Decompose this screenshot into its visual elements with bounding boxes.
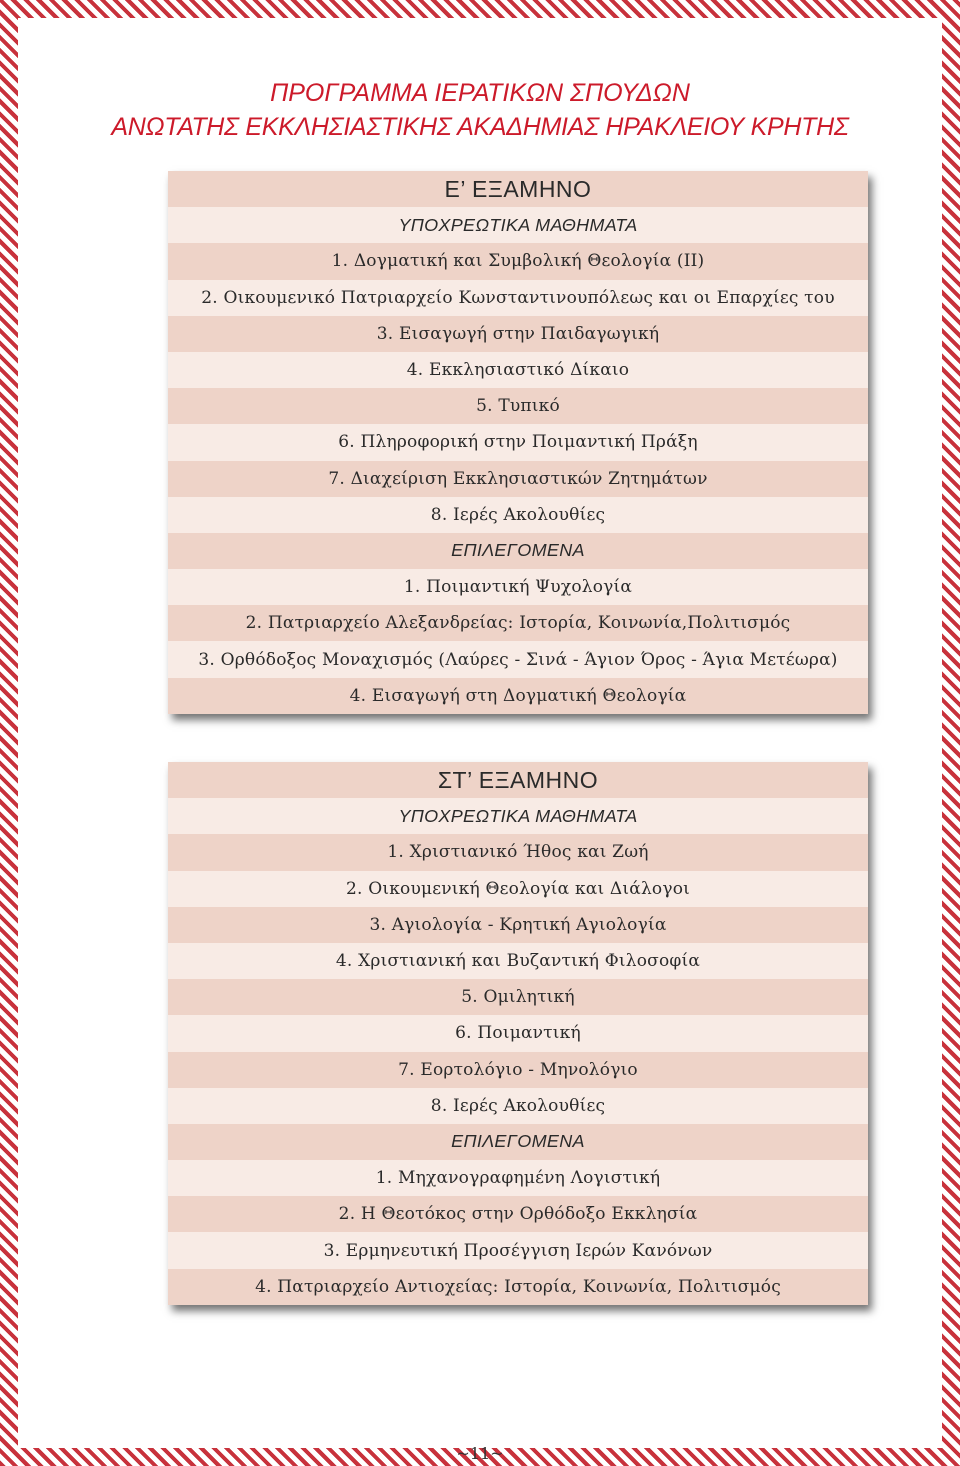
course-item: 1. Χριστιανικό Ήθος και Ζωή <box>168 834 868 870</box>
course-item: 5. Τυπικό <box>168 388 868 424</box>
document-subtitle: ΑΝΩΤΑΤΗΣ ΕΚΚΛΗΣΙΑΣΤΙΚΗΣ ΑΚΑΔΗΜΙΑΣ ΗΡΑΚΛΕΙΟΥ ΚΡΗΤΗΣ <box>111 113 849 141</box>
course-item: 7. Διαχείριση Εκκλησιαστικών Ζητημάτων <box>168 461 868 497</box>
course-item: 2. Οικουμενικό Πατριαρχείο Κωνσταντινουπόλεως και οι Επαρχίες του <box>168 280 868 316</box>
elective-item: 4. Εισαγωγή στη Δογματική Θεολογία <box>168 678 868 714</box>
course-item: 6. Πληροφορική στην Ποιμαντική Πράξη <box>168 424 868 460</box>
course-item: 3. Εισαγωγή στην Παιδαγωγική <box>168 316 868 352</box>
course-item: 7. Εορτολόγιο - Μηνολόγιο <box>168 1052 868 1088</box>
course-item: 2. Οικουμενική Θεολογία και Διάλογοι <box>168 871 868 907</box>
elective-heading: ΕΠΙΛΕΓΟΜΕΝΑ <box>168 533 868 569</box>
elective-item: 2. Πατριαρχείο Αλεξανδρείας: Ιστορία, Κοινωνία,Πολιτισμός <box>168 605 868 641</box>
semester-5-panel <box>168 171 868 714</box>
course-item: 6. Ποιμαντική <box>168 1015 868 1051</box>
course-item: 8. Ιερές Ακολουθίες <box>168 1088 868 1124</box>
document-header <box>0 76 960 144</box>
elective-item: 1. Ποιμαντική Ψυχολογία <box>168 569 868 605</box>
elective-item: 4. Πατριαρχείο Αντιοχείας: Ιστορία, Κοινωνία, Πολιτισμός <box>168 1269 868 1305</box>
semester-title: Ε’ ΕΞΑΜΗΝΟ <box>168 171 868 207</box>
semester-title: ΣΤ’ ΕΞΑΜΗΝΟ <box>168 762 868 798</box>
course-item: 1. Δογματική και Συμβολική Θεολογία (ΙΙ) <box>168 243 868 279</box>
elective-item: 2. Η Θεοτόκος στην Ορθόδοξο Εκκλησία <box>168 1196 868 1232</box>
semester-6-panel <box>168 762 868 1305</box>
required-heading: ΥΠΟΧΡΕΩΤΙΚΑ ΜΑΘΗΜΑΤΑ <box>168 207 868 243</box>
elective-item: 1. Μηχανογραφημένη Λογιστική <box>168 1160 868 1196</box>
elective-item: 3. Ορθόδοξος Μοναχισμός (Λαύρες - Σινά - Άγιον Όρος - Άγια Μετέωρα) <box>168 641 868 677</box>
course-item: 4. Εκκλησιαστικό Δίκαιο <box>168 352 868 388</box>
elective-item: 3. Ερμηνευτική Προσέγγιση Ιερών Κανόνων <box>168 1232 868 1268</box>
course-item: 4. Χριστιανική και Βυζαντική Φιλοσοφία <box>168 943 868 979</box>
course-item: 5. Ομιλητική <box>168 979 868 1015</box>
required-heading: ΥΠΟΧΡΕΩΤΙΚΑ ΜΑΘΗΜΑΤΑ <box>168 798 868 834</box>
course-item: 8. Ιερές Ακολουθίες <box>168 497 868 533</box>
elective-heading: ΕΠΙΛΕΓΟΜΕΝΑ <box>168 1124 868 1160</box>
document-title: ΠΡΟΓΡΑΜΜΑ ΙΕΡΑΤΙΚΩΝ ΣΠΟΥΔΩΝ <box>270 79 690 107</box>
course-item: 3. Αγιολογία - Κρητική Αγιολογία <box>168 907 868 943</box>
page-number: ~11~ <box>456 1444 504 1463</box>
